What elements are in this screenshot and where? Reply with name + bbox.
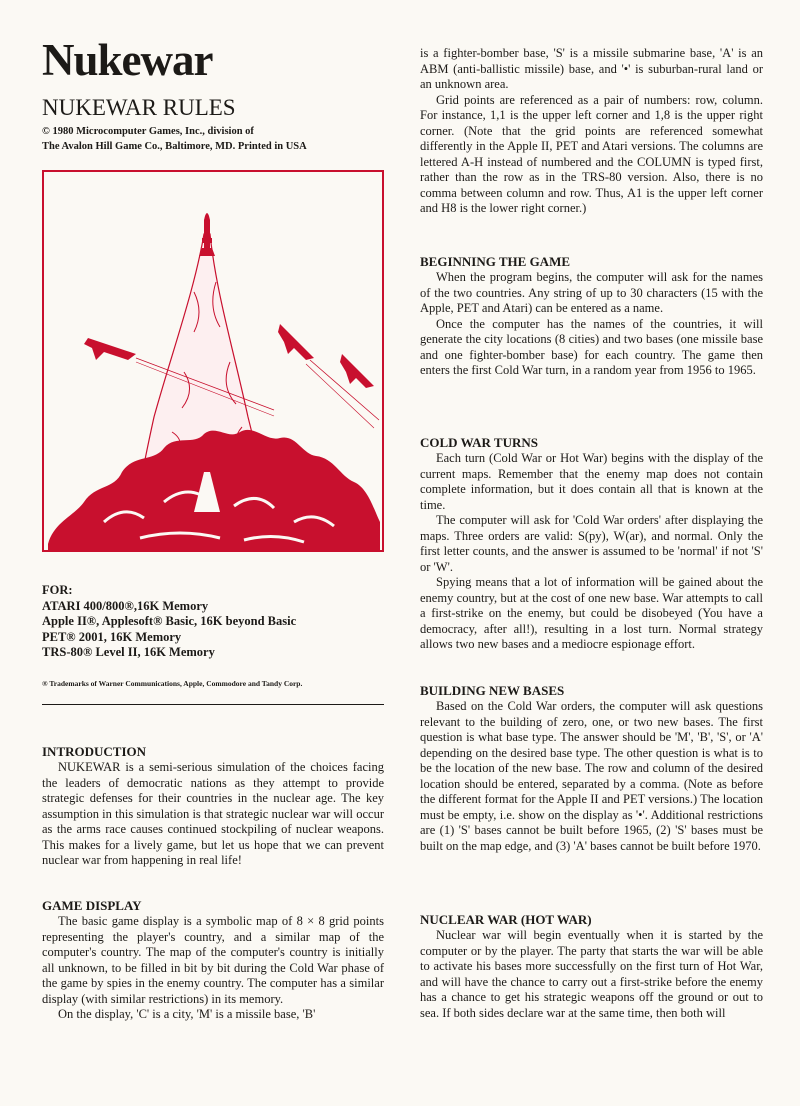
paragraph: is a fighter-bomber base, 'S' is a missile submarine base, 'A' is an ABM (anti-ballistic missile) base, and '•' is suburban-rural land or an unknown area. xyxy=(420,46,763,91)
copyright-line: © 1980 Microcomputer Games, Inc., division of xyxy=(42,126,254,137)
trademark-note: ® Trademarks of Warner Communications, Apple, Commodore and Tandy Corp. xyxy=(42,679,303,688)
section-heading: INTRODUCTION xyxy=(42,744,147,759)
section-heading: BUILDING NEW BASES xyxy=(420,683,565,698)
section-heading: BEGINNING THE GAME xyxy=(420,254,571,269)
paragraph: Grid points are referenced as a pair of numbers: row, column. For instance, 1,1 is the upper left corner and 1,8 is the upper right corner. (Note that the grid points are referenced somewhat differently in the Apple II, PET and Atari versions. The columns are lettered A-H instead of numbered and the COLUMN is typed first, rather than the row as in the TRS-80 version. Also, there is no comma between column and row. Thus, A1 is the upper left corner and H8 is the lower right corner.) xyxy=(420,92,763,215)
nuclear-war-section xyxy=(420,912,763,1021)
paragraph: NUKEWAR is a semi-serious simulation of the choices facing the leaders of democratic nations as they attempt to provide strategic defenses for their countries in the nuclear age. The key assumption in this simulation is that strategic nuclear war will occur as the arms race causes continued stockpiling of nuclear weapons. This makes for a lively game, but let us hope that we can prevent nuclear war from happening in real life! xyxy=(42,760,384,867)
paragraph: When the program begins, the computer will ask for the names of the two countries. Any string of up to 30 characters (15 with the Apple, PET and Atari) can be entered as a name. xyxy=(420,270,763,315)
requirement-item: Apple II®, Applesoft® Basic, 16K beyond Basic xyxy=(42,614,297,628)
paragraph: Based on the Cold War orders, the computer will ask questions relevant to the building of zero, one, or two new bases. The first question is what base type. The answer should be 'M', 'B', 'S', or 'A' depending on the desired base type. The other question is what is to be the location of the new base. The row and column of the desired location should be entered, separated by a comma. (Note as before the different format for the Apple II and PET versions.) The location must be empty, i.e. show on the display as '•'. Additional restrictions are (1) 'S' bases cannot be built before 1965, (2) 'S' bases must be built on the map edge, and (3) 'A' bases cannot be built before 1970. xyxy=(420,699,763,853)
requirements-label: FOR: xyxy=(42,583,73,597)
section-heading: GAME DISPLAY xyxy=(42,898,142,913)
paragraph: The basic game display is a symbolic map of 8 × 8 grid points representing the player's country, and a similar map of the computer's country. The map of the computer's country is initially all unknown, to be filled in bit by bit during the Cold War phase of the game by spies in the enemy country. The computer has a similar display (with similar restrictions) in its memory. xyxy=(42,914,384,1006)
paragraph: Nuclear war will begin eventually when it is started by the computer or by the player. The party that starts the war will be able to activate his bases more successfully on the first turn of Hot War, and will have the chance to carry out a first-strike before the enemy has a chance to get his strategic weapons off the ground or out to sea. If both sides declare war at the same time, then both will xyxy=(420,928,763,1020)
fighter-jet-icon xyxy=(340,354,374,388)
section-divider xyxy=(42,704,384,705)
game-display-continued xyxy=(420,46,763,217)
copyright-line: The Avalon Hill Game Co., Baltimore, MD. Printed in USA xyxy=(42,141,307,152)
paragraph: Once the computer has the names of the countries, it will generate the city locations (8 cities) and two bases (one missile base and one fighter-bomber base) for each country. The game then enters the first Cold War turn, in a random year from 1956 to 1965. xyxy=(420,316,763,377)
paragraph: Spying means that a lot of information will be gained about the enemy country, but at the cost of one new base. War attempts to call a first-strike on the enemy, but could be disobeyed (You have a democracy, after all!), resulting in a lost turn. Normal strategy allows two new bases and a mediocre espionage effort. xyxy=(420,575,763,651)
rules-subtitle: NUKEWAR RULES xyxy=(42,95,236,120)
introduction-section xyxy=(42,744,384,869)
section-heading: NUCLEAR WAR (HOT WAR) xyxy=(420,912,592,927)
game-display-section xyxy=(42,898,384,1023)
page-title: Nukewar xyxy=(42,35,213,85)
requirement-item: PET® 2001, 16K Memory xyxy=(42,629,182,644)
copyright-notice xyxy=(42,124,307,154)
cold-war-section xyxy=(420,435,763,653)
paragraph: Each turn (Cold War or Hot War) begins with the display of the current maps. Remember that the enemy map does not contain complete information, but it does contain all that is known at the time. xyxy=(420,451,763,512)
section-heading: COLD WAR TURNS xyxy=(420,435,538,450)
missile-launch-illustration xyxy=(42,170,384,552)
requirement-item: TRS-80® Level II, 16K Memory xyxy=(42,645,215,659)
building-bases-section xyxy=(420,683,763,854)
requirement-item: ATARI 400/800®,16K Memory xyxy=(42,598,209,613)
beginning-section xyxy=(420,254,763,379)
missile-launch-art xyxy=(44,172,382,550)
system-requirements xyxy=(42,583,296,661)
paragraph: The computer will ask for 'Cold War orders' after displaying the maps. Three orders are valid: S(py), W(ar), and normal. Only the first letter counts, and the answer is assumed to be 'normal' if not 'S' or 'W'. xyxy=(420,513,763,574)
paragraph: On the display, 'C' is a city, 'M' is a missile base, 'B' xyxy=(58,1007,316,1021)
